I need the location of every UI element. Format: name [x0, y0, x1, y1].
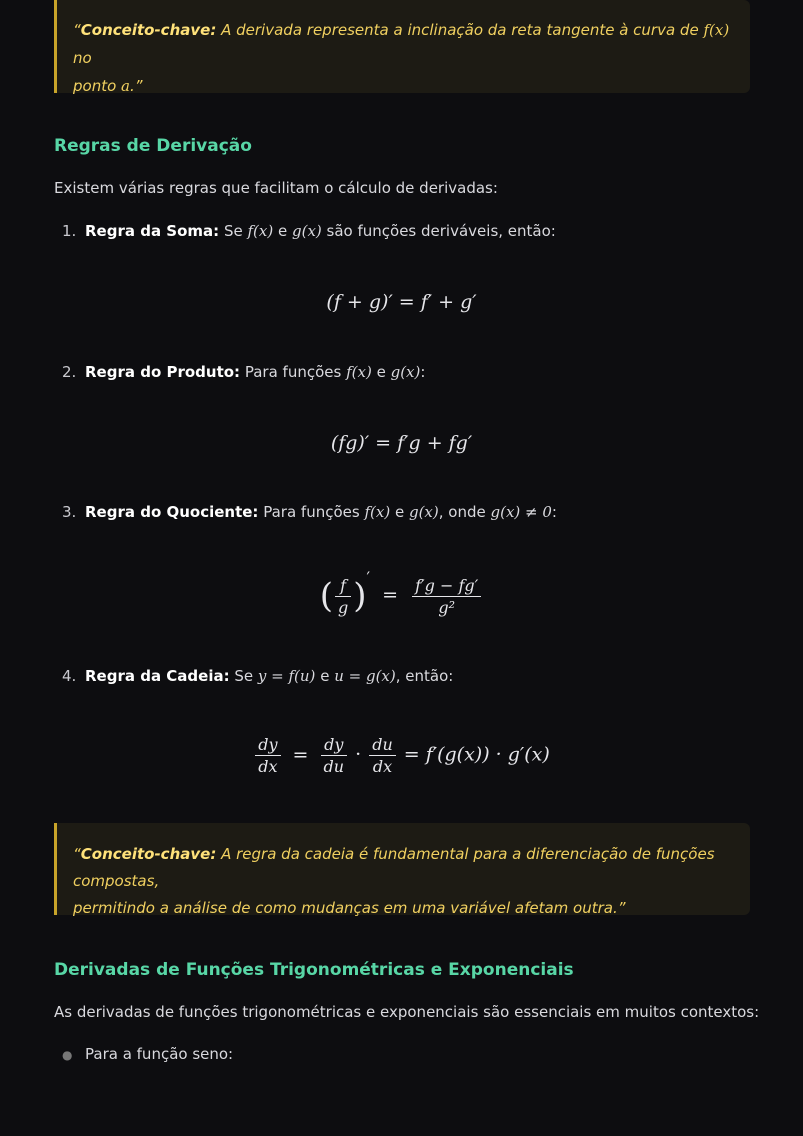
rule-product: 2. Regra do Produto: Para funções f(x) e g(x):: [62, 363, 426, 381]
callout-text-mid: no: [73, 49, 92, 67]
equation-chain-rule: $\frac{dy}{dx}$ = $\frac{dy}{du}$ · $\frac{du}{dx}$ = f′(g(x)) · g′(x): [0, 735, 803, 776]
key-concept-callout-derivative: “Conceito-chave: A derivada representa a inclinação da reta tangente à curva de f(x) no ponto a.”: [54, 0, 750, 93]
rule-title: Regra da Soma:: [85, 222, 220, 240]
callout-text-line2: permitindo a análise de como mudanças em uma variável afetam outra.: [73, 899, 618, 917]
equation-sum-rule: (f + g)′ = f′ + g′: [326, 291, 477, 313]
rule-title: Regra do Produto:: [85, 363, 241, 381]
rule-title: Regra da Cadeia:: [85, 667, 230, 685]
rule-title: Regra do Quociente:: [85, 503, 259, 521]
callout-text-line2: ponto: [73, 77, 117, 95]
callout-label: Conceito-chave:: [80, 21, 217, 39]
section-heading-trig-exp: Derivadas de Funções Trigonométricas e Exponenciais: [54, 960, 574, 980]
equation-quotient-rule: ( $\frac{f}{g}$ )′ = $\frac{f'g - fg'}{\text{g²}}$: [0, 568, 803, 617]
callout-text: A regra da cadeia é fundamental para a diferenciação de funções compostas,: [73, 845, 715, 890]
trig-intro: As derivadas de funções trigonométricas e exponenciais são essenciais em muitos contextos:: [54, 1003, 760, 1021]
section-heading-rules: Regras de Derivação: [54, 136, 252, 156]
key-concept-callout-chain-rule: “Conceito-chave: A regra da cadeia é fundamental para a diferenciação de funções compostas, permitindo a análise de como mudanças em uma variável afetam outra.”: [54, 823, 750, 915]
math-fx: f(x): [703, 21, 730, 39]
callout-text: A derivada representa a inclinação da reta tangente à curva de: [221, 21, 699, 39]
rule-chain: 4. Regra da Cadeia: Se y = f(u) e u = g(x), então:: [62, 667, 454, 685]
rule-sum: 1. Regra da Soma: Se f(x) e g(x) são funções deriváveis, então:: [62, 222, 556, 240]
list-item: ● Para a função seno:: [62, 1045, 234, 1063]
equation-product-rule: (fg)′ = f′g + fg′: [330, 432, 473, 454]
bullet-icon: ●: [62, 1048, 73, 1062]
callout-label: Conceito-chave:: [80, 845, 217, 863]
math-a: a: [121, 77, 130, 95]
rule-quotient: 3. Regra do Quociente: Para funções f(x) e g(x), onde g(x) ≠ 0:: [62, 503, 557, 521]
rules-intro: Existem várias regras que facilitam o cálculo de derivadas:: [54, 179, 498, 197]
